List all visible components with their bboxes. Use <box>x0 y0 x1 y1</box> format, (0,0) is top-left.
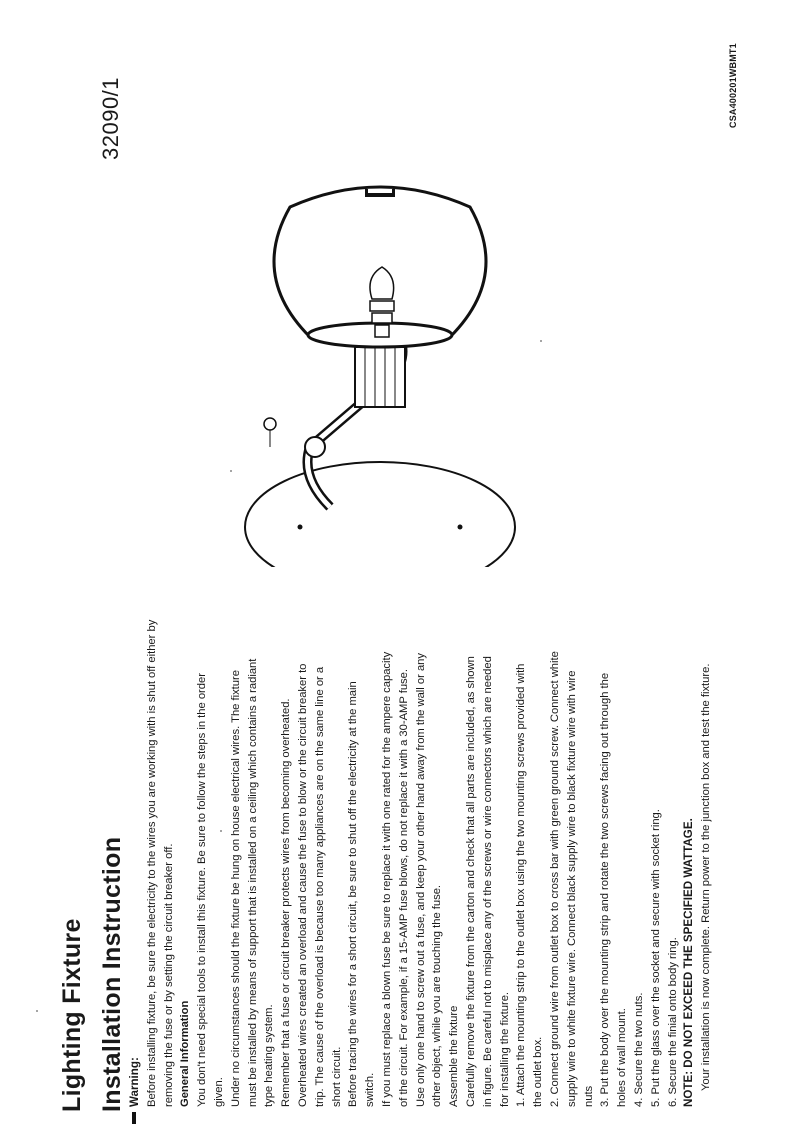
instruction-line: trip. The cause of the overload is because too many appliances are on the same line or a <box>313 666 326 1107</box>
instruction-line: supply wire to white fixture wire. Connect black supply wire to black fixture wire with wire <box>565 670 578 1107</box>
instruction-line: for installing the fixture. <box>498 991 511 1107</box>
instruction-line: Under no circumstances should the fixture be hung on house electrical wires. The fixture <box>229 670 242 1107</box>
instruction-line: Warning: <box>128 1057 141 1107</box>
mounting-screw <box>264 418 276 447</box>
instruction-line: General Information <box>179 1000 192 1107</box>
instruction-line: of the circuit. For example, if a 15-AMP fuse blows, do not replace it with a 30-AMP fuse. <box>397 669 410 1107</box>
instruction-line: nuts <box>582 1085 595 1107</box>
scan-speck <box>540 340 542 342</box>
scan-speck <box>220 830 222 832</box>
instruction-line: given. <box>212 1077 225 1107</box>
scan-speck <box>36 1010 38 1012</box>
instruction-line: Overheated wires created an overload and cause the fuse to blow or the circuit breaker to <box>296 663 309 1107</box>
exploded-fixture-diagram <box>150 47 590 567</box>
instruction-line: You don't need special tools to install this fixture. Be sure to follow the steps in the order <box>196 673 209 1107</box>
instruction-line: 1. Attach the mounting strip to the outlet box using the two mounting screws provided with <box>515 663 528 1107</box>
instruction-line: Your installation is now complete. Return power to the junction box and test the fixture. <box>700 663 713 1091</box>
instruction-line: holes of wall mount. <box>616 1008 629 1107</box>
instruction-line: the outlet box. <box>532 1036 545 1107</box>
instruction-line: Carefully remove the fixture from the carton and check that all parts are included, as shown <box>464 656 477 1107</box>
instruction-line: type heating system. <box>263 1004 276 1107</box>
instruction-line: 5. Put the glass over the socket and secure with socket ring. <box>649 809 662 1107</box>
instruction-line: 6. Secure the finial onto body ring. <box>666 937 679 1107</box>
instruction-line: 4. Secure the two nuts. <box>632 992 645 1107</box>
socket <box>355 347 405 407</box>
instruction-line: removing the fuse or by setting the circuit breaker off. <box>162 843 175 1107</box>
instruction-line: Remember that a fuse or circuit breaker protects wires from becoming overheated. <box>280 698 293 1107</box>
wall-backplate <box>245 462 515 567</box>
instruction-line: other object, while you are touching the fuse. <box>431 884 444 1107</box>
instruction-line: Assemble the fixture <box>448 1005 461 1107</box>
document-code: CSA400201WBMT1 <box>728 43 738 128</box>
scan-speck <box>230 470 232 472</box>
instruction-line: Before tracing the wires for a short circuit, be sure to shut off the electricity at the main <box>347 681 360 1107</box>
instruction-line: Before installing fixture, be sure the electricity to the wires you are working with is shut off either by <box>145 619 158 1107</box>
instruction-line: must be installed by means of support that is installed on a ceiling which contains a radiant <box>246 658 259 1107</box>
instruction-line: If you must replace a blown fuse be sure to replace it with one rated for the ampere capacity <box>380 651 393 1107</box>
instruction-line: 2. Connect ground wire from outlet box to cross bar with green ground screw. Connect white <box>548 651 561 1107</box>
instruction-line: NOTE: DO NOT EXCEED THE SPECIFIED WATTAGE. <box>682 818 696 1107</box>
instruction-line: short circuit. <box>330 1046 343 1107</box>
title-lighting-fixture: Lighting Fixture <box>58 918 86 1112</box>
instruction-line: switch. <box>364 1072 377 1107</box>
warning-marker <box>132 1112 136 1124</box>
instruction-line: Use only one hand to screw out a fuse, and keep your other hand away from the wall or any <box>414 653 427 1107</box>
model-number: 32090/1 <box>98 76 123 160</box>
title-installation-instruction: Installation Instruction <box>98 836 126 1112</box>
socket-ring <box>365 189 395 197</box>
instruction-line: in figure. Be careful not to misplace any of the screws or wire connectors which are needed <box>481 656 494 1107</box>
instruction-line: 3. Put the body over the mounting strip and rotate the two screws facing out through the <box>599 672 612 1107</box>
instruction-text <box>127 487 715 1107</box>
